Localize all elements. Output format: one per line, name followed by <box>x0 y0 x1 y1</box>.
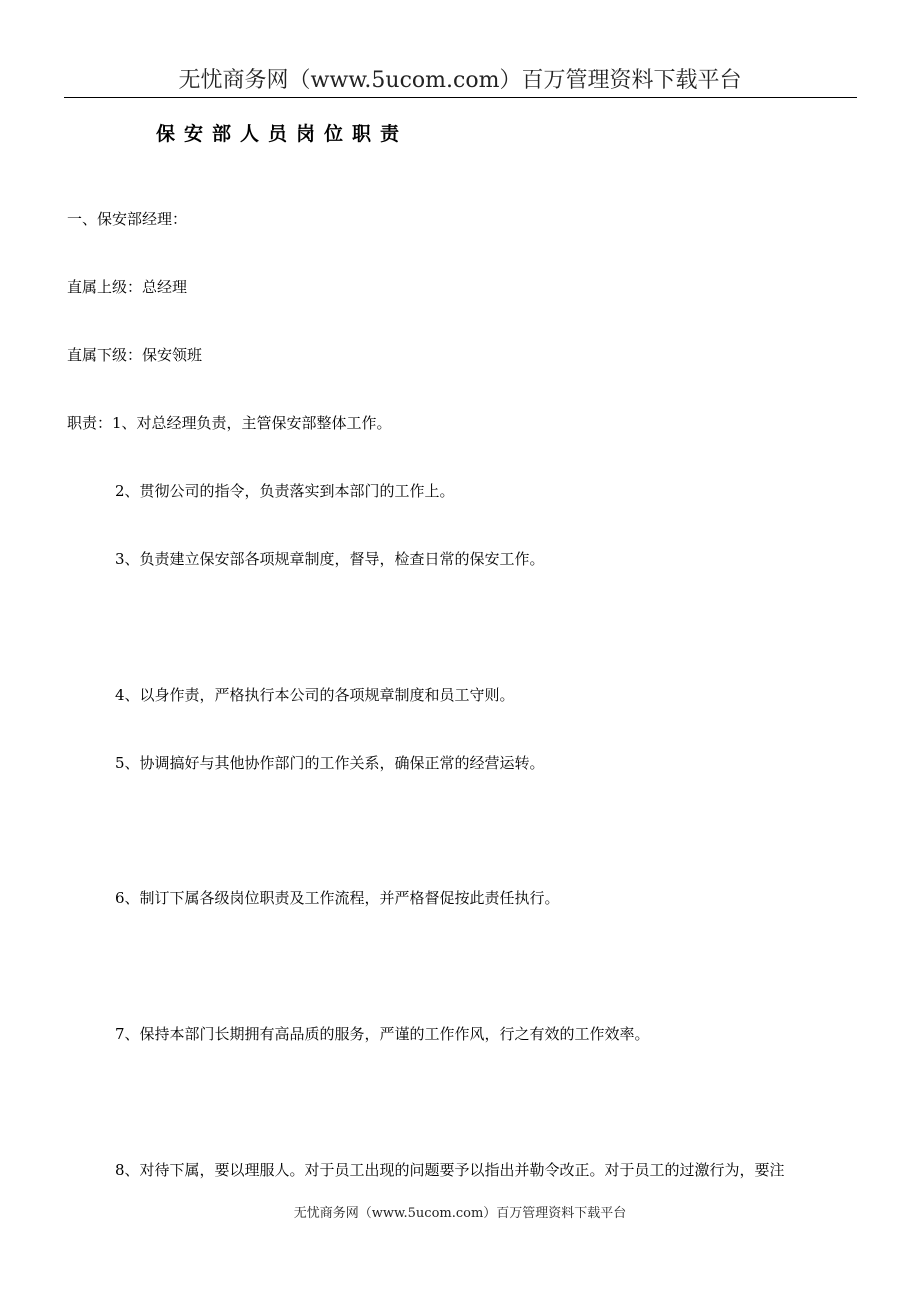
duty-item: 7、保持本部门长期拥有高品质的服务，严谨的工作作风，行之有效的工作效率。 <box>115 1025 650 1043</box>
duty-item: 8、对待下属，要以理服人。对于员工出现的问题要予以指出并勒令改正。对于员工的过激行为，要注 <box>115 1161 785 1179</box>
document-title: 保安部人员岗位职责 <box>156 123 409 145</box>
page-header-title: 无忧商务网（www.5ucom.com）百万管理资料下载平台 <box>178 68 742 93</box>
duties-intro: 职责：1、对总经理负责，主管保安部整体工作。 <box>67 414 392 432</box>
direct-subordinate: 直属下级：保安领班 <box>67 346 203 364</box>
duty-item: 4、以身作责，严格执行本公司的各项规章制度和员工守则。 <box>115 686 515 704</box>
direct-superior: 直属上级：总经理 <box>67 278 188 296</box>
duty-item: 6、制订下属各级岗位职责及工作流程，并严格督促按此责任执行。 <box>115 889 560 907</box>
page-footer-text: 无忧商务网（www.5ucom.com）百万管理资料下载平台 <box>293 1206 627 1221</box>
header-divider <box>64 97 857 98</box>
duty-item: 3、负责建立保安部各项规章制度，督导，检查日常的保安工作。 <box>115 550 545 568</box>
duty-item: 2、贯彻公司的指令，负责落实到本部门的工作上。 <box>115 482 455 500</box>
duty-item: 5、协调搞好与其他协作部门的工作关系，确保正常的经营运转。 <box>115 754 545 772</box>
section-heading: 一、保安部经理： <box>67 210 188 228</box>
